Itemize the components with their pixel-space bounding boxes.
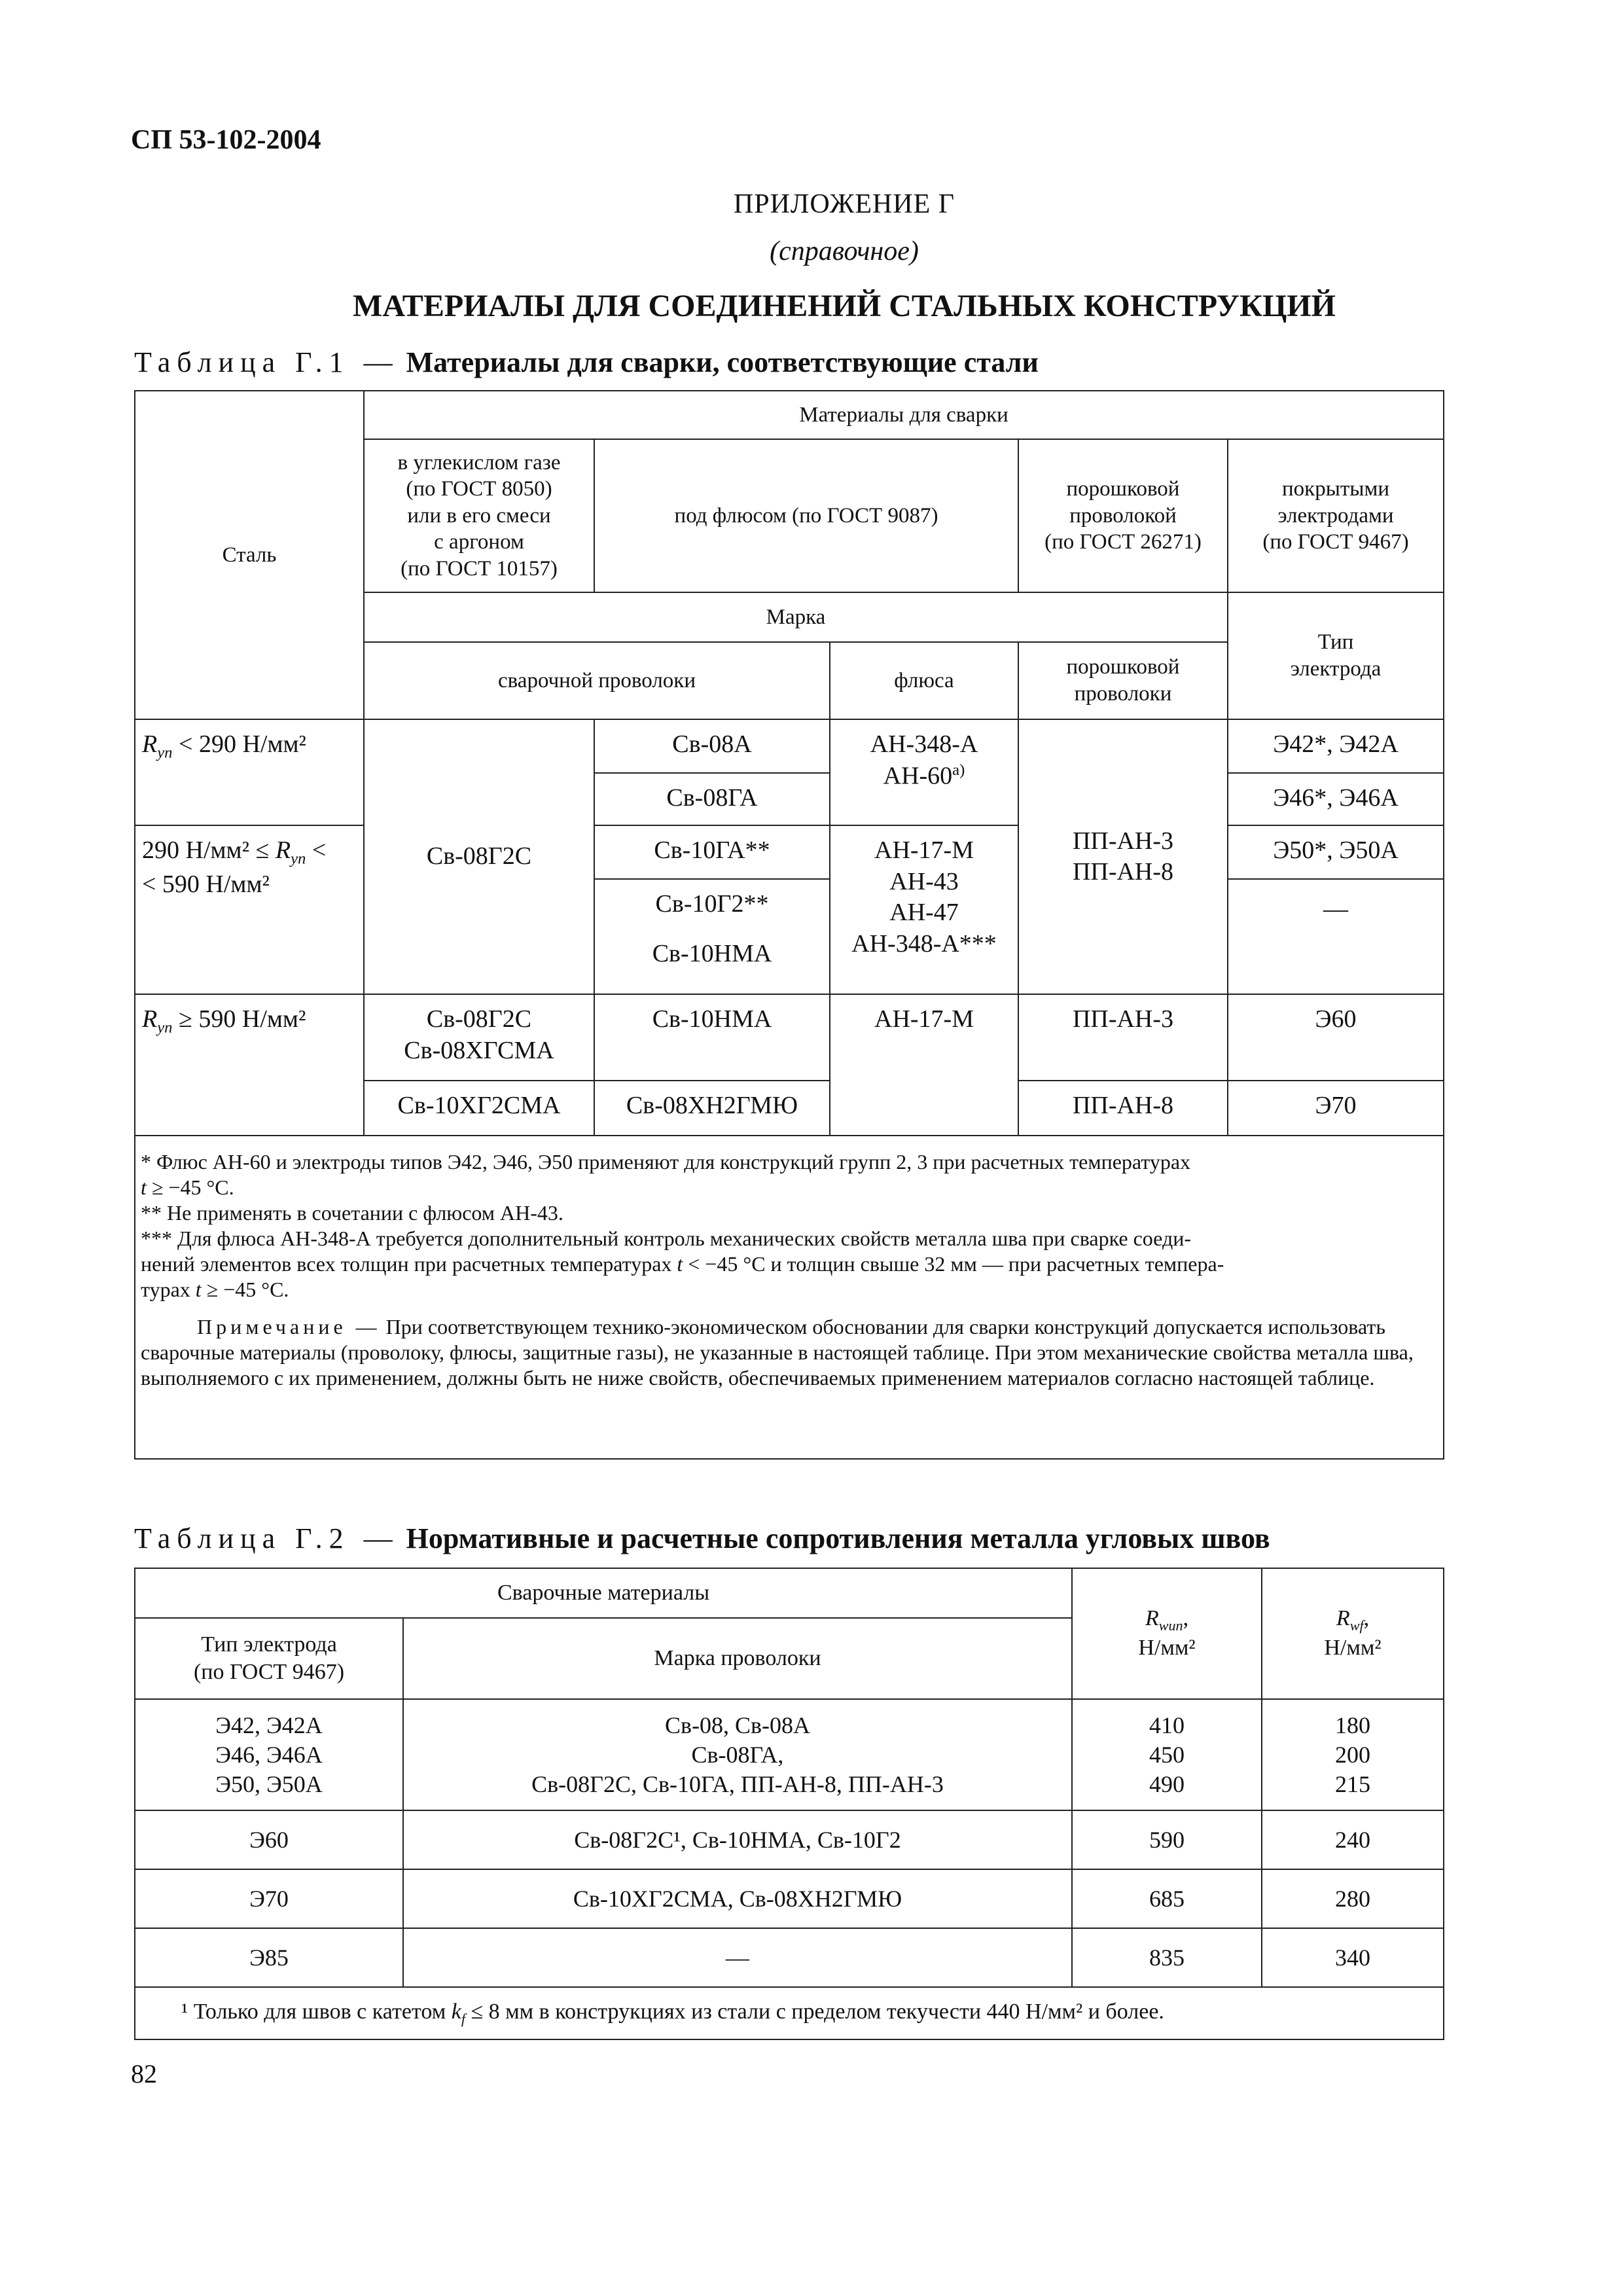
appendix-title: ПРИЛОЖЕНИЕ Г — [733, 189, 955, 219]
header-coated: покрытыми электродами (по ГОСТ 9467) — [1228, 439, 1444, 592]
header-fc-wire: порошковой проволоки — [1018, 642, 1228, 719]
steel-row-2: 290 $Н/мм^2 \le R_{yn}$ < < 590 Н/мм² — [135, 825, 364, 994]
table2-caption-label: Таблица Г.2 — — [134, 1522, 399, 1554]
t2-header-materials: Сварочные материалы — [135, 1568, 1072, 1618]
wire-3: Св-10ГА** — [594, 825, 830, 879]
electrode-4: — — [1228, 879, 1444, 994]
steel-row-3: $R_{yn} \ge 590$ Н/мм² — [135, 994, 364, 1136]
flux-2: АН-17-М АН-43 АН-47 АН-348-А*** — [830, 825, 1018, 994]
steel-row-1: $R_{yn} < 290$ Н/мм² — [135, 719, 364, 825]
header-electrode-type: Тип электрода — [1228, 592, 1444, 719]
t2-wire-3: Св-10ХГ2СМА, Св-08ХН2ГМЮ — [403, 1869, 1072, 1928]
header-wire: сварочной проволоки — [364, 642, 830, 719]
header-steel: Сталь — [135, 391, 364, 719]
page-number: 82 — [131, 2059, 157, 2089]
t2-rwf-2: 240 — [1262, 1810, 1444, 1869]
electrode-3: Э50*, Э50А — [1228, 825, 1444, 879]
table2-caption — [134, 1522, 1270, 1555]
t2-rwun-1: 410 450 490 — [1072, 1699, 1262, 1810]
t2-header-type: Тип электрода (по ГОСТ 9467) — [135, 1618, 403, 1699]
t2-rwun-2: 590 — [1072, 1810, 1262, 1869]
co2-wire-r3: Св-08Г2С Св-08ХГСМА — [364, 994, 594, 1081]
appendix-type: (справочное) — [770, 236, 919, 266]
electrode-1: Э42*, Э42А — [1228, 719, 1444, 773]
wire-6: Св-08ХН2ГМЮ — [594, 1081, 830, 1136]
electrode-2: Э46*, Э46А — [1228, 773, 1444, 825]
table1-caption-title: Материалы для сварки, соответствующие стали — [406, 346, 1039, 378]
wire-5: Св-10НМА — [594, 994, 830, 1081]
t2-type-1: Э42, Э42А Э46, Э46А Э50, Э50А — [135, 1699, 403, 1810]
table-row — [135, 1869, 1444, 1928]
flux-1: АН-348-А $АН-60^{а)}$ — [830, 719, 1018, 825]
fc-wire-3: ПП-АН-8 — [1018, 1081, 1228, 1136]
t2-rwf-4: 340 — [1262, 1928, 1444, 1987]
document-code: СП 53-102-2004 — [131, 125, 321, 155]
header-co2: в углекислом газе (по ГОСТ 8050) или в его смеси с аргоном (по ГОСТ 10157) — [364, 439, 594, 592]
t2-footnote: ¹ Только для швов с катетом $k_f \le 8$ мм в конструкциях из стали с пределом текучести 440 Н/мм² и более. — [135, 1987, 1444, 2039]
header-grade: Марка — [364, 592, 1228, 642]
table1-caption — [134, 346, 1039, 379]
header-flux: под флюсом (по ГОСТ 9087) — [594, 439, 1018, 592]
wire-2: Св-08ГА — [594, 773, 830, 825]
header-fluxcored: порошковой проволокой (по ГОСТ 26271) — [1018, 439, 1228, 592]
t2-type-2: Э60 — [135, 1810, 403, 1869]
fillet-weld-resistance-table — [134, 1568, 1444, 2040]
fc-wire-1: ПП-АН-3 ПП-АН-8 — [1018, 719, 1228, 994]
t2-rwun-3: 685 — [1072, 1869, 1262, 1928]
wire-1: Св-08А — [594, 719, 830, 773]
t2-rwun-4: 835 — [1072, 1928, 1262, 1987]
table-row — [135, 1699, 1444, 1810]
t2-rwf-3: 280 — [1262, 1869, 1444, 1928]
t2-wire-2: Св-08Г2С¹, Св-10НМА, Св-10Г2 — [403, 1810, 1072, 1869]
welding-materials-table — [134, 390, 1444, 1460]
t2-wire-4: — — [403, 1928, 1072, 1987]
header-materials: Материалы для сварки — [364, 391, 1444, 439]
t2-wire-1: Св-08, Св-08А Св-08ГА, Св-08Г2С, Св-10ГА, ПП-АН-8, ПП-АН-3 — [403, 1699, 1072, 1810]
co2-wire-r4: Св-10ХГ2СМА — [364, 1081, 594, 1136]
table1-notes: * Флюс АН-60 и электроды типов Э42, Э46, Э50 применяют для конструкций групп 2, 3 при расчетных температурах t ≥ −45 °С. ** Не применять в сочетании с флюсом АН-43. *** Для флюса АН-348-А требуется дополнительный контроль механических свойств металла шва при сварке соеди- нений элементов всех толщин при расчетных температурах t < −45 °С и толщин свыше 32 мм — при расчетных темпера- турах t ≥ −45 °С. Примечание — При соответствующем технико-экономическом обосновании для сварки конструкций допускается использовать сварочные материалы (проволоку, флюсы, защитные газы), не указанные в настоящей таблице. При этом механические свойства металла шва, выполняемого с их применением, должны быть не ниже свойств, обеспечиваемых применением материалов согласно настоящей таблице. — [135, 1136, 1444, 1459]
electrode-5: Э60 — [1228, 994, 1444, 1081]
t2-type-3: Э70 — [135, 1869, 403, 1928]
t2-header-rwun: $R_{wun}$, Н/мм² — [1072, 1568, 1262, 1699]
table2-caption-title: Нормативные и расчетные сопротивления металла угловых швов — [406, 1522, 1270, 1554]
t2-header-wire: Марка проволоки — [403, 1618, 1072, 1699]
table-row — [135, 1928, 1444, 1987]
appendix-heading: МАТЕРИАЛЫ ДЛЯ СОЕДИНЕНИЙ СТАЛЬНЫХ КОНСТРУКЦИЙ — [353, 289, 1336, 323]
t2-rwf-1: 180 200 215 — [1262, 1699, 1444, 1810]
header-flux-col: флюса — [830, 642, 1018, 719]
fc-wire-2: ПП-АН-3 — [1018, 994, 1228, 1081]
wire-4: Св-10Г2** Св-10НМА — [594, 879, 830, 994]
electrode-6: Э70 — [1228, 1081, 1444, 1136]
t2-header-rwf: $R_{wf}$, Н/мм² — [1262, 1568, 1444, 1699]
flux-3: АН-17-М — [830, 994, 1018, 1136]
table-row — [135, 1810, 1444, 1869]
t2-type-4: Э85 — [135, 1928, 403, 1987]
co2-wire-main: Св-08Г2С — [364, 719, 594, 994]
table1-caption-label: Таблица Г.1 — — [134, 346, 399, 378]
